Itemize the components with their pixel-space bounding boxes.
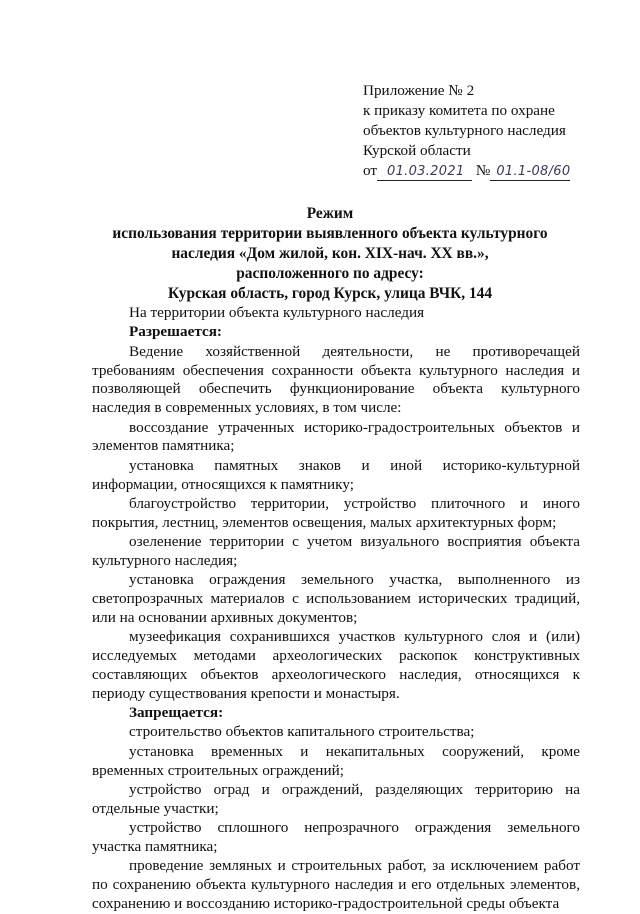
forbidden-item: устройство сплошного непрозрачного ограждения земельного участка памятника; [92,819,580,856]
order-reference: к приказу комитета по охране [363,102,555,119]
committee-name: объектов культурного наследия [363,122,566,139]
title-line: расположенного по адресу: [236,265,424,282]
date-number-line [363,161,613,181]
forbidden-item: установка временных и некапитальных сооружений, кроме временных строительных ограждений; [92,742,580,779]
date-prefix: от [363,162,378,179]
forbidden-heading: Запрещается: [129,704,224,722]
forbidden-item: устройство оград и ограждений, разделяющих территорию на отдельные участки; [92,781,580,817]
allowed-heading: Разрешается: [129,323,222,341]
appendix-header [363,81,613,181]
allowed-item: благоустройство территории, устройство плиточного и иного покрытия, лестниц, элементов освещения, малых архитектурных форм; [92,494,580,531]
region-name: Курской области [363,142,471,159]
forbidden-item: проведение земляных и строительных работ, за исключением работ по сохранению объекта культурного наследия и его отдельных элементов, сохранению и воссозданию историко-градостроительной среды объекта [92,857,580,913]
intro-paragraph: На территории объекта культурного наследия [129,304,425,321]
title-line: наследия «Дом жилой, кон. XIX-нач. XX вв.», [171,245,489,262]
appendix-number: Приложение № 2 [363,82,475,99]
document-title [80,204,580,304]
forbidden-item: строительство объектов капитального строительства; [129,723,475,741]
allowed-item: установка памятных знаков и иной историко-культурной информации, относящихся к памятнику; [92,456,580,493]
title-line: Курская область, город Курск, улица ВЧК, 144 [167,285,493,302]
allowed-item: Ведение хозяйственной деятельности, не противоречащей требованиям обеспечения сохранности объекта культурного наследия и позволяющей обеспечить функционирование объекта культурного наследия в современных условиях, в том числе: [92,342,580,417]
number-prefix: № [475,162,491,179]
order-date-handwritten: 01.03.2021 [377,163,472,181]
allowed-item: установка ограждения земельного участка, выполненного из светопрозрачных материалов с использованием исторических традиций, или на основании архивных документов; [92,571,580,626]
order-number-handwritten: 01.1-08/60 [490,163,570,181]
allowed-item: озеленение территории с учетом визуального восприятия объекта культурного наследия; [92,533,580,569]
document-body [92,304,580,914]
title-line: использования территории выявленного объекта культурного [112,225,548,242]
title-line: Режим [306,205,354,222]
allowed-item: воссоздание утраченных историко-градостроительных объектов и элементов памятника; [92,418,580,455]
allowed-item: музеефикация сохранившихся участков культурного слоя и (или) исследуемых методами археологических раскопок конструктивных составляющих объектов археологического наследия, относящихся к периоду существования крепости и монастыря. [92,628,580,702]
